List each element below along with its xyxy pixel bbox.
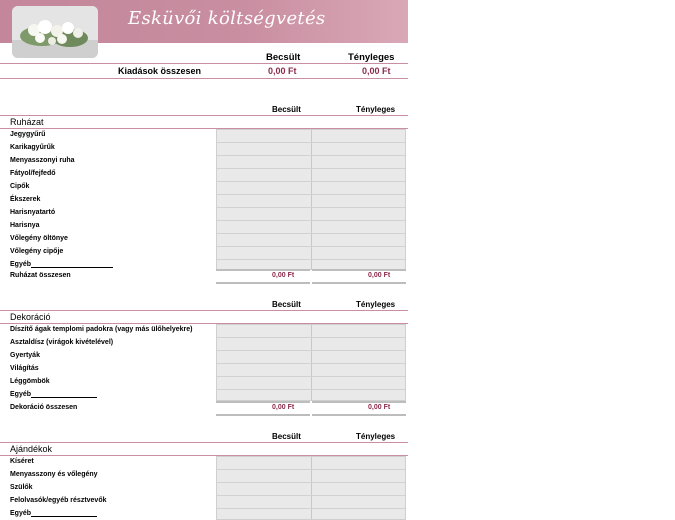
fill-in-line[interactable] <box>31 260 113 268</box>
list-item: Cipők <box>10 183 30 190</box>
list-item: Menyasszonyi ruha <box>10 157 75 164</box>
list-item: Harisnyatartó <box>10 209 56 216</box>
list-item: Díszítő ágak templomi padokra (vagy más ülőhelyekre) <box>10 326 193 333</box>
fill-in-line[interactable] <box>31 390 97 398</box>
total-estimated-cell <box>216 401 310 416</box>
section-total-label: Ruházat összesen <box>10 272 71 279</box>
wedding-flowers-photo-icon <box>12 6 98 58</box>
list-item-label: Egyéb <box>10 391 32 398</box>
list-item: Menyasszony és vőlegény <box>10 471 98 478</box>
fill-in-line[interactable] <box>31 509 97 517</box>
list-item: Világítás <box>10 365 39 372</box>
summary-estimated-value[interactable]: 0,00 Ft <box>268 66 297 76</box>
list-item: Vőlegény cipője <box>10 248 64 255</box>
list-item: Szülők <box>10 484 33 491</box>
total-estimated-value: 0,00 Ft <box>272 404 295 411</box>
column-header-actual: Tényleges <box>356 105 396 114</box>
page-title: Esküvői költségvetés <box>128 8 326 29</box>
input-grid[interactable] <box>216 324 406 401</box>
list-item-label: Egyéb <box>10 510 32 517</box>
total-actual-value: 0,00 Ft <box>368 272 391 279</box>
header-divider <box>0 442 408 443</box>
list-item: Kíséret <box>10 458 34 465</box>
total-actual-value: 0,00 Ft <box>368 404 391 411</box>
section-title: Ruházat <box>10 117 44 127</box>
total-estimated-cell <box>216 269 310 284</box>
header-divider <box>0 310 408 311</box>
section-decoration <box>0 300 408 420</box>
input-grid[interactable] <box>216 129 406 270</box>
list-item: Karikagyűrűk <box>10 144 55 151</box>
total-actual-cell <box>312 401 406 416</box>
section-total-label: Dekoráció összesen <box>10 404 78 411</box>
list-item-other <box>10 390 97 398</box>
list-item: Fátyol/fejfedő <box>10 170 56 177</box>
list-item: Ékszerek <box>10 196 41 203</box>
section-clothing <box>0 105 408 285</box>
list-item-label: Egyéb <box>10 261 32 268</box>
list-item: Jegygyűrű <box>10 131 46 138</box>
summary-total-label: Kiadások összesen <box>118 66 202 76</box>
summary-divider <box>0 63 408 64</box>
total-estimated-value: 0,00 Ft <box>272 272 295 279</box>
section-title: Ajándékok <box>10 444 53 454</box>
summary-estimated-header: Becsült <box>266 52 301 63</box>
section-gifts <box>0 432 408 520</box>
column-header-estimated: Becsült <box>272 300 301 309</box>
list-item-other <box>10 509 97 517</box>
list-item: Felolvasók/egyéb résztvevők <box>10 497 107 504</box>
header-divider <box>0 115 408 116</box>
column-header-actual: Tényleges <box>356 432 396 441</box>
list-item: Vőlegény öltönye <box>10 235 68 242</box>
summary-actual-value[interactable]: 0,00 Ft <box>362 66 391 76</box>
list-item: Léggömbök <box>10 378 50 385</box>
column-header-actual: Tényleges <box>356 300 396 309</box>
column-header-estimated: Becsült <box>272 105 301 114</box>
list-item: Harisnya <box>10 222 40 229</box>
section-title: Dekoráció <box>10 312 51 322</box>
input-grid[interactable] <box>216 456 406 520</box>
list-item: Gyertyák <box>10 352 40 359</box>
list-item-other <box>10 260 113 268</box>
summary-actual-header: Tényleges <box>348 52 395 63</box>
total-actual-cell <box>312 269 406 284</box>
list-item: Asztaldísz (virágok kivételével) <box>10 339 114 346</box>
column-header-estimated: Becsült <box>272 432 301 441</box>
summary-divider-bottom <box>0 78 408 79</box>
